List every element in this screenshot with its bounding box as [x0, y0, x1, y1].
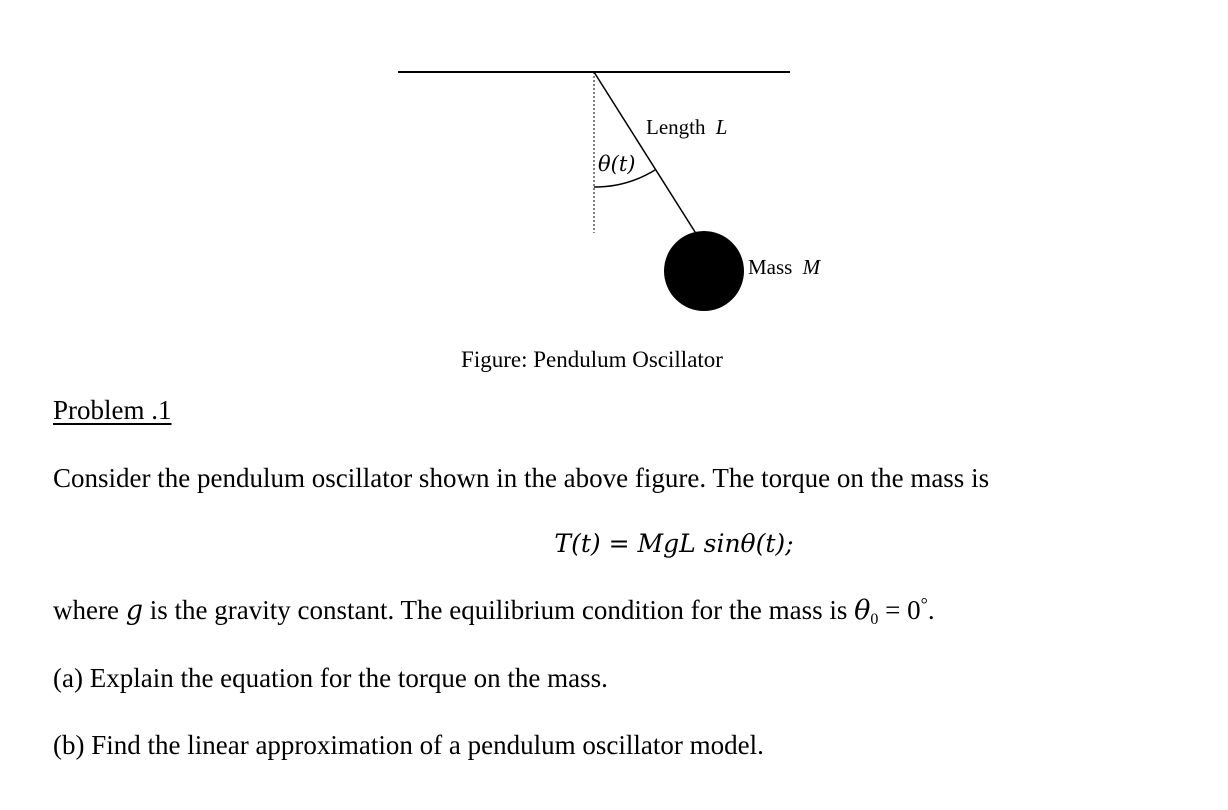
length-label-text: Length	[646, 115, 706, 139]
gravity-variable: g	[125, 595, 144, 626]
equation-equals: =	[600, 529, 638, 558]
where-end: .	[927, 595, 935, 625]
where-prefix: where	[53, 595, 126, 625]
equation-lhs: T(t)	[554, 529, 601, 558]
torque-equation	[0, 528, 1228, 560]
mass-label	[748, 255, 822, 279]
length-label-variable: L	[715, 115, 728, 139]
length-label	[646, 115, 727, 139]
mass-label-variable: M	[802, 255, 821, 279]
figure-caption: Figure: Pendulum Oscillator	[461, 347, 723, 372]
equals-zero: = 0	[878, 595, 921, 625]
problem-heading: Problem .1	[53, 395, 172, 425]
problem-intro: Consider the pendulum oscillator shown in the above figure. The torque on the mass is	[53, 463, 990, 493]
theta-subscript: 0	[870, 611, 879, 628]
mass-label-text: Mass	[748, 255, 793, 279]
degree-symbol: °	[920, 594, 928, 614]
equation-rhs: MgL sinθ(t);	[637, 529, 794, 558]
pendulum-diagram	[0, 0, 1228, 340]
where-middle: is the gravity constant. The equilibrium condition for the mass is	[143, 595, 855, 625]
part-a-question: (a) Explain the equation for the torque on the mass.	[53, 663, 608, 693]
gravity-condition-text	[53, 594, 935, 627]
pendulum-mass-bob	[664, 231, 744, 311]
theta-symbol: θ	[854, 595, 871, 626]
part-b-question: (b) Find the linear approximation of a pendulum oscillator model.	[53, 730, 764, 760]
angle-label: θ(t)	[598, 152, 636, 176]
